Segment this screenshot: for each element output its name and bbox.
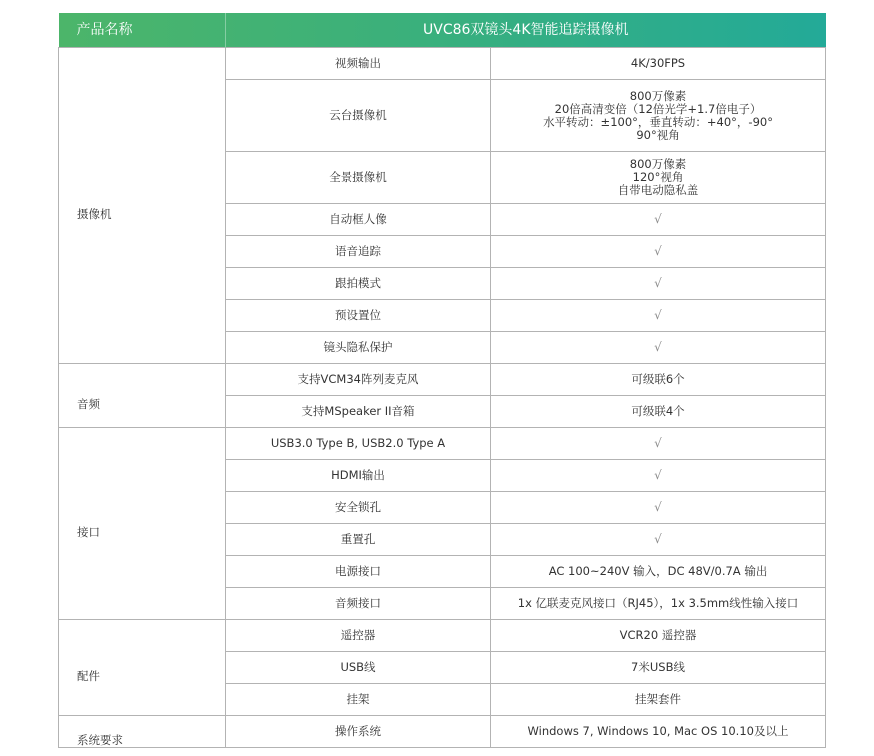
- spec-table-body: [59, 48, 826, 748]
- table-row: [59, 716, 826, 748]
- feature-cell: 遥控器: [226, 620, 491, 652]
- value-cell: [491, 428, 826, 460]
- value-cell: [491, 268, 826, 300]
- value-cell: [491, 716, 826, 748]
- value-cell: [491, 460, 826, 492]
- value-cell: [491, 332, 826, 364]
- check-icon: √: [654, 212, 662, 226]
- table-row: [59, 48, 826, 80]
- feature-cell: 镜头隐私保护: [226, 332, 491, 364]
- value-line: Windows 7, Windows 10, Mac OS 10.10及以上: [527, 724, 789, 738]
- feature-cell: USB线: [226, 652, 491, 684]
- header-label: 产品名称: [59, 13, 226, 48]
- feature-cell: 电源接口: [226, 556, 491, 588]
- value-line: 4K/30FPS: [630, 56, 686, 70]
- check-icon: √: [654, 308, 662, 322]
- value-line: AC 100~240V 输入，DC 48V/0.7A 输出: [548, 564, 768, 578]
- check-icon: √: [654, 340, 662, 354]
- feature-cell: USB3.0 Type B, USB2.0 Type A: [226, 428, 491, 460]
- feature-cell: 全景摄像机: [226, 152, 491, 204]
- category-system: 系统要求: [59, 716, 226, 748]
- spec-table: [58, 13, 826, 748]
- value-cell: [491, 300, 826, 332]
- feature-cell: 自动框人像: [226, 204, 491, 236]
- category-interface: 接口: [59, 428, 226, 620]
- feature-cell: 支持MSpeaker II音箱: [226, 396, 491, 428]
- value-line: 90°视角: [636, 127, 680, 142]
- value-cell: [491, 48, 826, 80]
- value-line: 1x 亿联麦克风接口（RJ45），1x 3.5mm线性输入接口: [517, 596, 799, 610]
- value-cell: [491, 588, 826, 620]
- value-line: 可级联4个: [631, 404, 685, 418]
- category-accessories: 配件: [59, 620, 226, 716]
- value-cell: [491, 204, 826, 236]
- table-row: [59, 620, 826, 652]
- check-icon: √: [654, 500, 662, 514]
- value-cell: [491, 652, 826, 684]
- feature-cell: 视频输出: [226, 48, 491, 80]
- feature-cell: 预设置位: [226, 300, 491, 332]
- value-line: VCR20 遥控器: [619, 628, 697, 642]
- value-cell: [491, 620, 826, 652]
- feature-cell: 操作系统: [226, 716, 491, 748]
- table-row: [59, 364, 826, 396]
- header-product-name: UVC86双镜头4K智能追踪摄像机: [423, 21, 629, 38]
- value-line: 20倍高清变倍（12倍光学+1.7倍电子）: [554, 101, 762, 116]
- feature-cell: 云台摄像机: [226, 80, 491, 152]
- check-icon: √: [654, 276, 662, 290]
- category-audio: 音频: [59, 364, 226, 428]
- feature-cell: 挂架: [226, 684, 491, 716]
- value-cell: [491, 396, 826, 428]
- feature-cell: 语音追踪: [226, 236, 491, 268]
- value-line: 800万像素: [629, 88, 687, 103]
- value-line: 水平转动：±100°，垂直转动：+40°，-90°: [543, 114, 773, 129]
- category-camera: 摄像机: [59, 48, 226, 364]
- value-line: 可级联6个: [631, 372, 685, 386]
- value-line: 800万像素: [629, 157, 687, 171]
- value-line: 挂架套件: [635, 692, 681, 706]
- value-cell: [491, 524, 826, 556]
- feature-cell: 安全锁孔: [226, 492, 491, 524]
- value-cell: [491, 492, 826, 524]
- feature-cell: 支持VCM34阵列麦克风: [226, 364, 491, 396]
- check-icon: √: [654, 436, 662, 450]
- check-icon: √: [654, 244, 662, 258]
- feature-cell: 跟拍模式: [226, 268, 491, 300]
- value-line: 自带电动隐私盖: [617, 183, 699, 197]
- check-icon: √: [654, 532, 662, 546]
- feature-cell: HDMI输出: [226, 460, 491, 492]
- value-cell: [491, 236, 826, 268]
- value-cell: [491, 152, 826, 204]
- feature-cell: 音频接口: [226, 588, 491, 620]
- check-icon: √: [654, 468, 662, 482]
- value-cell: [491, 364, 826, 396]
- table-row: [59, 428, 826, 460]
- value-cell: [491, 684, 826, 716]
- value-cell: [491, 80, 826, 152]
- feature-cell: 重置孔: [226, 524, 491, 556]
- value-line: 120°视角: [632, 170, 684, 184]
- table-header-row: [59, 13, 826, 48]
- value-line: 7米USB线: [631, 660, 685, 674]
- value-cell: [491, 556, 826, 588]
